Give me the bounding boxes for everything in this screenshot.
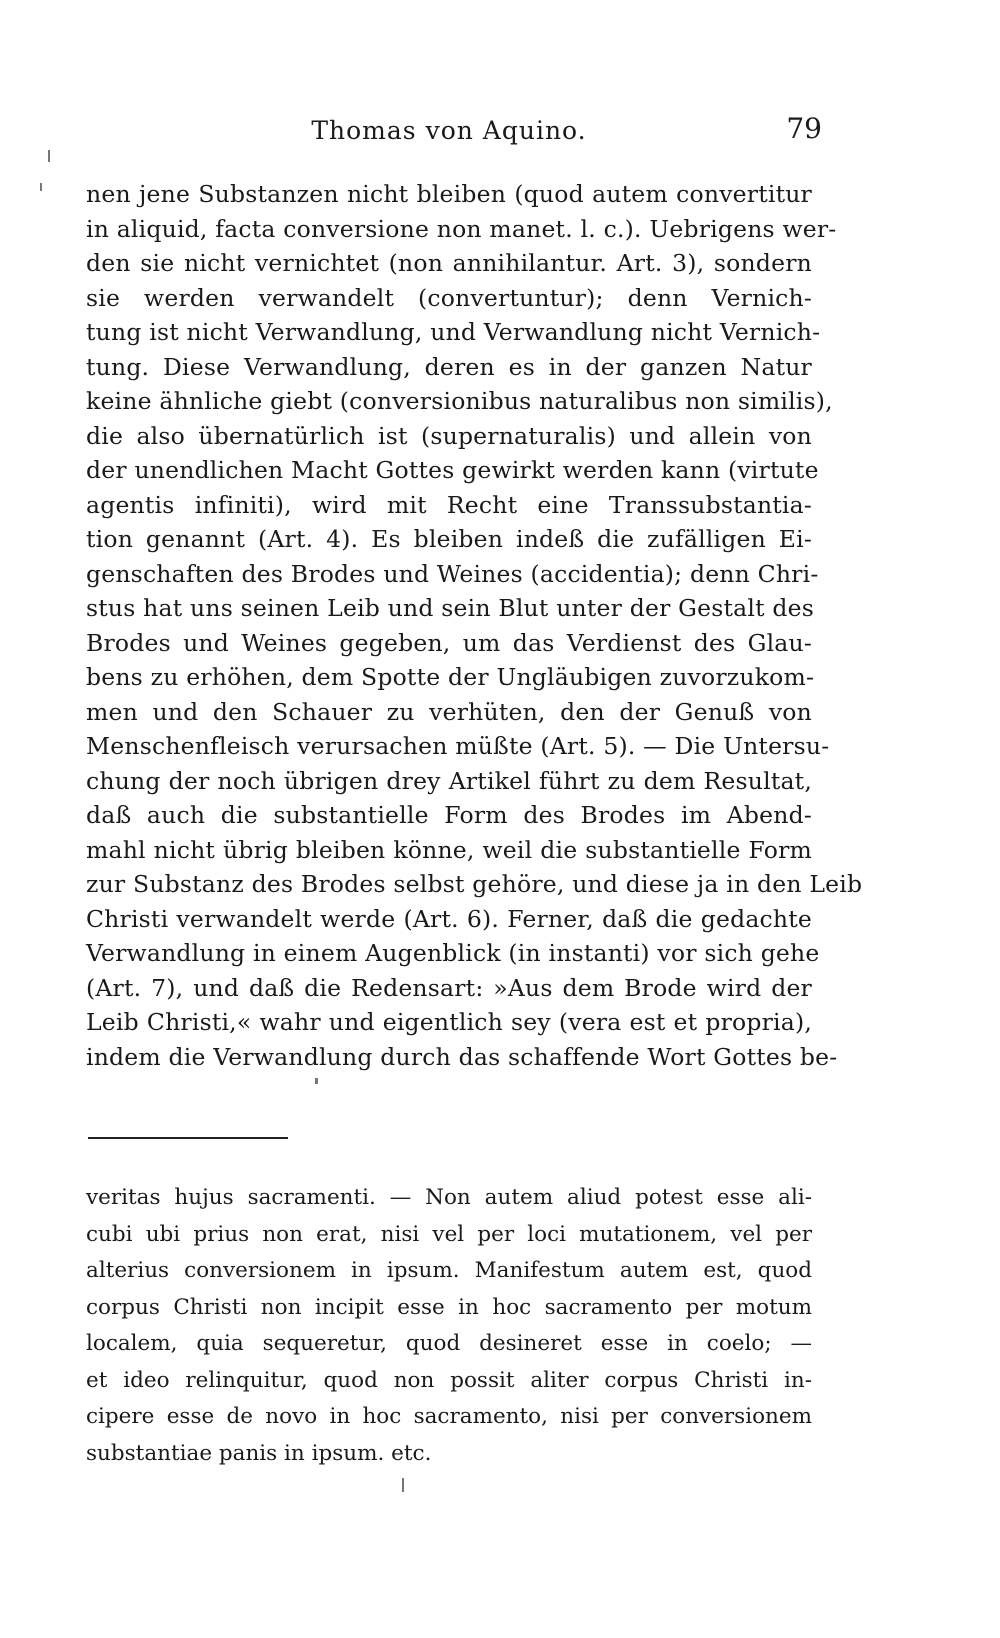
- footnote-line: corpus Christi non incipit esse in hoc sacramento per motum: [86, 1294, 812, 1320]
- footnote-line: alterius conversionem in ipsum. Manifestum autem est, quod: [86, 1258, 812, 1283]
- scan-speck: [48, 150, 50, 162]
- text-line: Christi verwandelt werde (Art. 6). Ferner, daß die gedachte: [86, 904, 812, 933]
- text-line: den sie nicht vernichtet (non annihilantur. Art. 3), sondern: [86, 249, 812, 277]
- footnote-line: et ideo relinquitur, quod non possit aliter corpus Christi in-: [86, 1367, 812, 1393]
- text-line: Brodes und Weines gegeben, um das Verdienst des Glau-: [86, 628, 812, 657]
- text-line: bens zu erhöhen, dem Spotte der Ungläubigen zuvorzukom-: [86, 663, 815, 691]
- scan-speck: [315, 1078, 318, 1084]
- text-line: tung ist nicht Verwandlung, und Verwandlung nicht Vernich-: [86, 318, 821, 346]
- text-line: nen jene Substanzen nicht bleiben (quod autem convertitur: [86, 180, 812, 208]
- text-line: Leib Christi,« wahr und eigentlich sey (vera est et propria),: [86, 1008, 812, 1036]
- footnote-line: substantiae panis in ipsum. etc.: [86, 1440, 432, 1466]
- footnote-line: cubi ubi prius non erat, nisi vel per loci mutationem, vel per: [86, 1221, 812, 1247]
- text-line: chung der noch übrigen drey Artikel führt zu dem Resultat,: [86, 766, 812, 795]
- text-line: Menschenfleisch verursachen müßte (Art. 5). — Die Untersu-: [86, 732, 830, 760]
- text-line: men und den Schauer zu verhüten, den der Genuß von: [86, 697, 812, 726]
- text-line: (Art. 7), und daß die Redensart: »Aus dem Brode wird der: [86, 973, 812, 1002]
- footnote-line: cipere esse de novo in hoc sacramento, nisi per conversionem: [86, 1404, 812, 1429]
- scan-speck: [402, 1478, 404, 1492]
- text-line: stus hat uns seinen Leib und sein Blut unter der Gestalt des: [86, 594, 815, 622]
- text-line: mahl nicht übrig bleiben könne, weil die substantielle Form: [86, 835, 812, 864]
- main-text: [86, 177, 863, 1074]
- running-head: [86, 112, 822, 152]
- text-line: daß auch die substantielle Form des Brodes im Abend-: [86, 801, 812, 829]
- running-title: Thomas von Aquino.: [311, 116, 587, 145]
- text-line: keine ähnliche giebt (conversionibus naturalibus non similis),: [86, 387, 833, 415]
- text-line: indem die Verwandlung durch das schaffende Wort Gottes be-: [86, 1042, 838, 1071]
- text-line: tion genannt (Art. 4). Es bleiben indeß die zufälligen Ei-: [86, 525, 812, 553]
- text-line: zur Substanz des Brodes selbst gehöre, und diese ja in den Leib: [86, 870, 863, 898]
- footnote: [86, 1180, 812, 1472]
- scan-speck: [40, 183, 42, 191]
- text-line: in aliquid, facta conversione non manet. l. c.). Uebrigens wer-: [86, 214, 837, 243]
- footnote-line: localem, quia sequeretur, quod desineret esse in coelo; —: [86, 1331, 812, 1356]
- footnote-line: veritas hujus sacramenti. — Non autem aliud potest esse ali-: [86, 1185, 812, 1210]
- text-line: der unendlichen Macht Gottes gewirkt werden kann (virtute: [86, 456, 819, 484]
- text-line: agentis infiniti), wird mit Recht eine Transsubstantia-: [86, 490, 812, 519]
- footnote-separator-rule: [88, 1137, 288, 1139]
- text-line: die also übernatürlich ist (supernaturalis) und allein von: [86, 421, 812, 450]
- text-line: tung. Diese Verwandlung, deren es in der ganzen Natur: [86, 352, 812, 381]
- text-line: genschaften des Brodes und Weines (accidentia); denn Chri-: [86, 559, 819, 588]
- text-line: sie werden verwandelt (convertuntur); denn Vernich-: [86, 283, 812, 312]
- text-line: Verwandlung in einem Augenblick (in instanti) vor sich gehe: [86, 939, 820, 967]
- page-number: 79: [786, 112, 822, 145]
